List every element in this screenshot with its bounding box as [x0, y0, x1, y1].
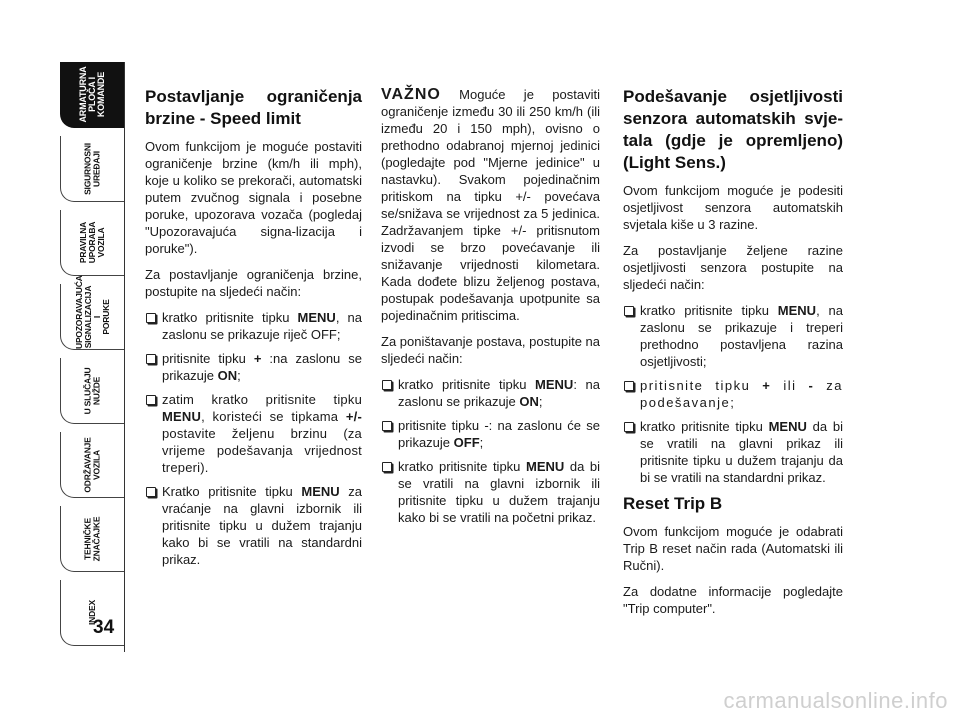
list-item: pritisnite tipku + ili - za podešavanje; — [623, 377, 843, 411]
tab-tehnicke-znacajke[interactable] — [60, 506, 124, 572]
important-label: VAŽNO — [381, 86, 441, 103]
section-heading: Podešavanje osjetljivosti senzora automatskih svje-tala (gdje je opremljeno) (Light Sens.) — [623, 87, 843, 172]
paragraph: Za postavljanje željene razine osjetljivosti senzora postupite na sljedeći način: — [623, 243, 843, 292]
list-item: kratko pritisnite tipku MENU: na zaslonu se prikazuje ON; — [381, 376, 600, 410]
tab-label: U SLUČAJU NUŽDE — [82, 367, 102, 414]
column-speed-limit — [145, 86, 362, 575]
tab-label: TEHNIČKE ZNAČAJKE — [82, 516, 102, 561]
list-item: kratko pritisnite tipku MENU da bi se vratili na glavni izbornik ili pritisnite tipku u dužem trajanju kako bi se vratili na početni prikaz. — [381, 458, 600, 526]
list-item: kratko pritisnite tipku MENU, na zaslonu se prikazuje i treperi prethodno postavljena razina osjetljivosti; — [623, 302, 843, 370]
tab-sigurnosni-uredaji[interactable] — [60, 136, 124, 202]
tab-divider-line — [124, 62, 125, 652]
tab-label: PRAVILNA UPORABA VOZILA — [78, 221, 106, 264]
chapter-tabs — [60, 62, 126, 652]
important-text: Moguće je postaviti ograničenje između 30 ili 250 km/h (ili između 20 i 150 mph), ovisno o prethodno odabranoj mjernoj jedinici (pogledajte pod "Mjerne jedinice" u nastavku). Svakom pojedinačnim pritiskom na tipku +/- povećava se/snižava se vrijednost za 5 jedinica. Zadržavanjem tipke +/- pritisnutom izvodi se brzo povećavanje ili snižavanje vrijednosti kilometara. Kada dođete blizu željenog postava, postupak podešavanja upotpunite sa pojedinačnim pritiscima. — [381, 87, 600, 323]
list-item: pritisnite tipku + :na zaslonu se prikazuje ON; — [145, 350, 362, 384]
paragraph: Ovom funkcijom moguće je podesiti osjetljivost senzora automatskih svjetala kiše u 3 razine. — [623, 183, 843, 232]
tab-odrzavanje-vozila[interactable] — [60, 432, 124, 498]
step-list — [145, 309, 362, 568]
step-list — [381, 376, 600, 526]
list-item: pritisnite tipku -: na zaslonu će se prikazuje OFF; — [381, 417, 600, 451]
paragraph: Za dodatne informacije pogledajte "Trip computer". — [623, 584, 843, 616]
section-heading: Reset Trip B — [623, 494, 723, 513]
tab-pravilna-uporaba[interactable] — [60, 210, 124, 276]
section-heading: Postavljanje ograničenja brzine - Speed limit — [145, 87, 362, 128]
column-vazno — [381, 86, 600, 533]
page-number: 34 — [93, 617, 115, 638]
tab-armaturna-ploca[interactable] — [60, 62, 124, 128]
list-item: kratko pritisnite tipku MENU da bi se vratili na glavni prikaz ili pritisnite tipku u dužem trajanju da bi se vratili na standardni prikaz. — [623, 418, 843, 486]
important-note — [381, 86, 600, 324]
tab-index[interactable] — [60, 580, 124, 646]
paragraph: Za poništavanje postava, postupite na sljedeći način: — [381, 334, 600, 366]
step-list — [623, 302, 843, 486]
tab-label: SIGURNOSNI UREĐAJI — [82, 142, 102, 195]
tab-upozoravajuca-signalizacija[interactable] — [60, 274, 124, 350]
tab-label: UPOZORAVAJUĆA SIGNALIZACIJA I PORUKE — [73, 274, 111, 349]
tab-label: INDEX — [87, 600, 97, 625]
column-light-sens — [623, 86, 843, 626]
tab-label: ARMATURNA PLOČA I KOMANDE — [78, 66, 106, 123]
paragraph: Ovom funkcijom je moguće postaviti ograničenje brzine (km/h ili mph), koje u koliko se prekorači, automatski putem zvučnog signala i posebne poruke, upozorava vozača (pogledaj "Upozoravajuća signa-lizacija i poruke"). — [145, 139, 362, 256]
paragraph: Ovom funkcijom moguće je odabrati Trip B reset način rada (Automatski ili Ručni). — [623, 524, 843, 573]
list-item: Kratko pritisnite tipku MENU za vraćanje na glavni izbornik ili pritisnite tipku u dužem trajanju kako bi se vratili na standardni prikaz. — [145, 483, 362, 568]
paragraph: Za postavljanje ograničenja brzine, postupite na sljedeći način: — [145, 267, 362, 299]
tab-u-slucaju-nuzde[interactable] — [60, 358, 124, 424]
list-item: kratko pritisnite tipku MENU, na zaslonu se prikazuje riječ OFF; — [145, 309, 362, 343]
list-item: zatim kratko pritisnite tipku MENU, koristeći se tipkama +/- postavite željenu brzinu (za vrijeme podešavanja vrijednost treperi). — [145, 391, 362, 476]
watermark-text: carmanualsonline.info — [723, 688, 948, 713]
tab-label: ODRŽAVANJE VOZILA — [82, 436, 102, 493]
